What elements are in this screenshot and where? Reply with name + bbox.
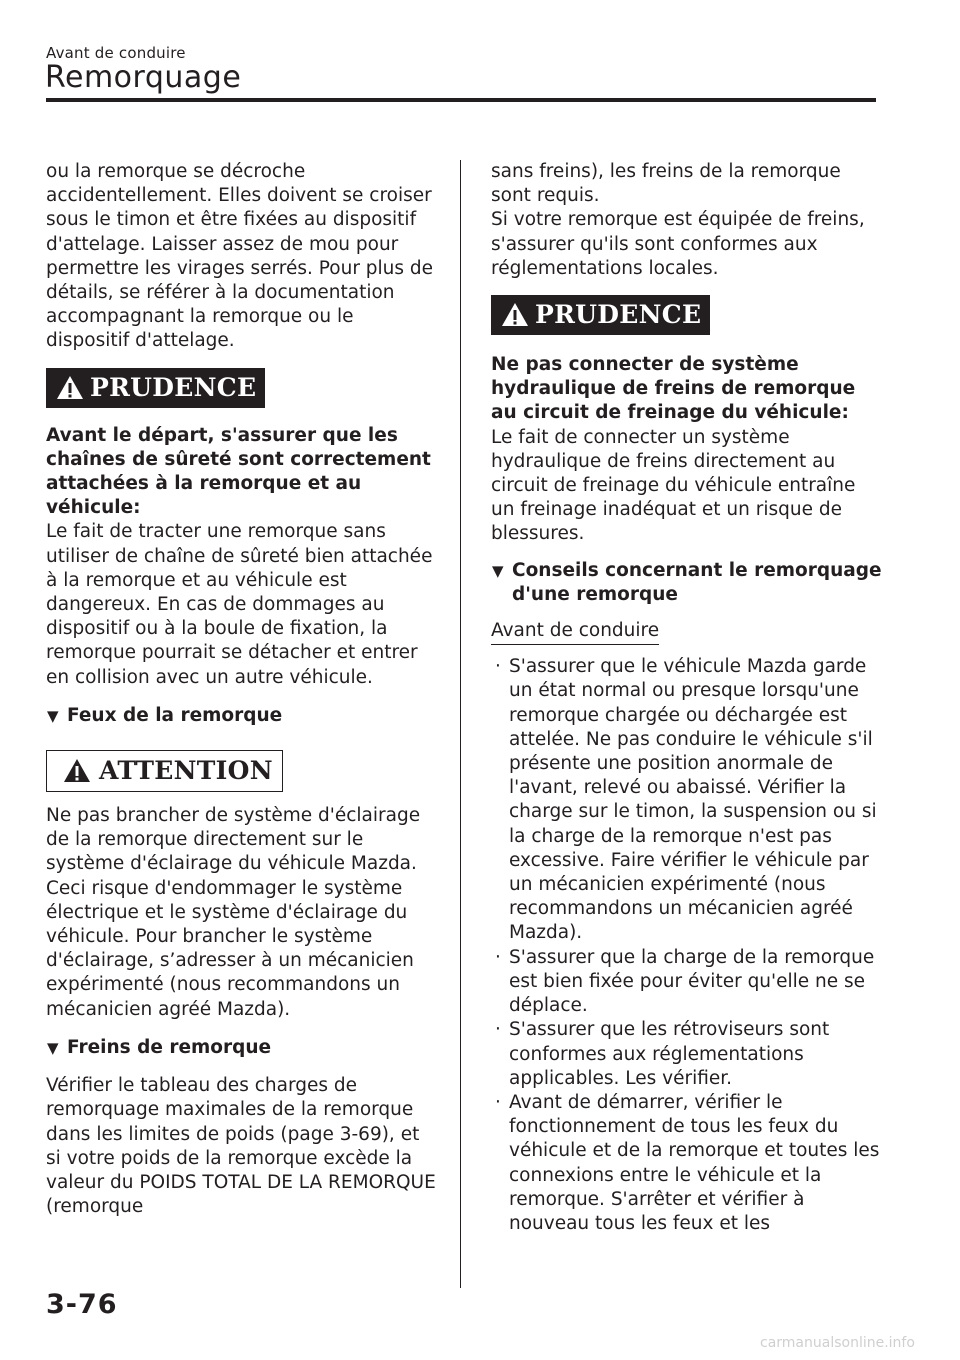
caution-body: Le fait de connecter un système hydraulique de freins directement au circuit de freinage du véhicule entraîne un freinage inadéquat et un risque de blessures.	[491, 426, 856, 545]
section-heading-brakes: ▼ Freins de remorque	[46, 1036, 438, 1060]
attention-label: ATTENTION	[46, 750, 283, 792]
prudence-label: PRUDENCE	[491, 295, 710, 335]
section-heading-tips: ▼ Conseils concernant le remorquage d'une remorque	[492, 559, 882, 605]
attention-box	[46, 750, 438, 792]
subheading: Avant de conduire	[491, 619, 883, 645]
caution-heading: Avant le départ, s'assurer que les chaînes de sûreté sont correctement attachées à la remorque et au véhicule:	[46, 424, 431, 519]
watermark: carmanualsonline.info	[760, 1335, 915, 1351]
attention-body: Ne pas brancher de système d'éclairage de la remorque directement sur le système d'éclairage du véhicule Mazda. Ceci risque d'endommager le système électrique et le système d'éclairage du véhicule. Pour brancher le système d'éclairage, s’adresser à un mécanicien expérimenté (nous recommandons un mécanicien agréé Mazda).	[46, 805, 421, 1020]
caution-heading: Ne pas connecter de système hydraulique de freins de remorque au circuit de freinage du véhicule:	[491, 354, 856, 424]
left-column	[46, 160, 438, 1219]
caution-box-1	[46, 368, 438, 408]
caution-body: Le fait de tracter une remorque sans utiliser de chaîne de sûreté bien attachée à la remorque et au véhicule est dangereux. En cas de dommages au dispositif ou à la boule de fixation, la remorque pourrait se détacher et entrer en collision avec un autre véhicule.	[46, 521, 433, 688]
triangle-down-icon: ▼	[47, 1038, 59, 1057]
section-label: Avant de conduire	[46, 44, 186, 62]
column-divider	[460, 160, 461, 1288]
prudence-label: PRUDENCE	[46, 368, 265, 408]
list-item: · S'assurer que les rétroviseurs sont conformes aux réglementations applicables. Les vérifier.	[491, 1018, 883, 1091]
caution-box-2	[491, 295, 883, 335]
triangle-down-icon: ▼	[492, 561, 504, 580]
warning-triangle-icon	[63, 758, 91, 783]
brakes-paragraph: Vérifier le tableau des charges de remorquage maximales de la remorque dans les limites de poids (page 3-69), et si votre poids de la remorque excède la valeur du POIDS TOTAL DE LA REMORQUE (remorque	[46, 1075, 436, 1218]
list-item: · Avant de démarrer, vérifier le fonctionnement de tous les feux du véhicule et de la remorque et toutes les connexions entre le véhicule et la remorque. S'arrêter et vérifier à nouveau tous les feux et les	[491, 1091, 883, 1236]
page-number: 3-76	[46, 1289, 118, 1320]
right-column	[491, 160, 883, 1236]
page-title: Remorquage	[45, 60, 242, 95]
list-item: · S'assurer que le véhicule Mazda garde un état normal ou presque lorsqu'une remorque chargée ou déchargée est attelée. Ne pas conduire le véhicule s'il présente une position anormale de l'avant, relevé ou abaissé. Vérifier la charge sur le timon, la suspension ou si la charge de la remorque n'est pas excessive. Faire vérifier le véhicule par un mécanicien expérimenté (nous recommandons un mécanicien agréé Mazda).	[491, 655, 883, 945]
continued-paragraph: sans freins), les freins de la remorque sont requis.	[491, 161, 841, 207]
header-rule	[46, 98, 876, 102]
list-item: · S'assurer que la charge de la remorque est bien fixée pour éviter qu'elle ne se déplace.	[491, 946, 883, 1019]
brakes-compliance-paragraph: Si votre remorque est équipée de freins, s'assurer qu'ils sont conformes aux réglementations locales.	[491, 209, 865, 279]
tips-list	[491, 655, 883, 1236]
section-heading-lights: ▼ Feux de la remorque	[46, 704, 438, 728]
intro-paragraph: ou la remorque se décroche accidentellement. Elles doivent se croiser sous le timon et être fixées au dispositif d'attelage. Laisser assez de mou pour permettre les virages serrés. Pour plus de détails, se référer à la documentation accompagnant la remorque ou le dispositif d'attelage.	[46, 161, 434, 352]
triangle-down-icon: ▼	[47, 706, 59, 725]
warning-triangle-icon	[501, 302, 529, 327]
warning-triangle-icon	[56, 375, 84, 400]
